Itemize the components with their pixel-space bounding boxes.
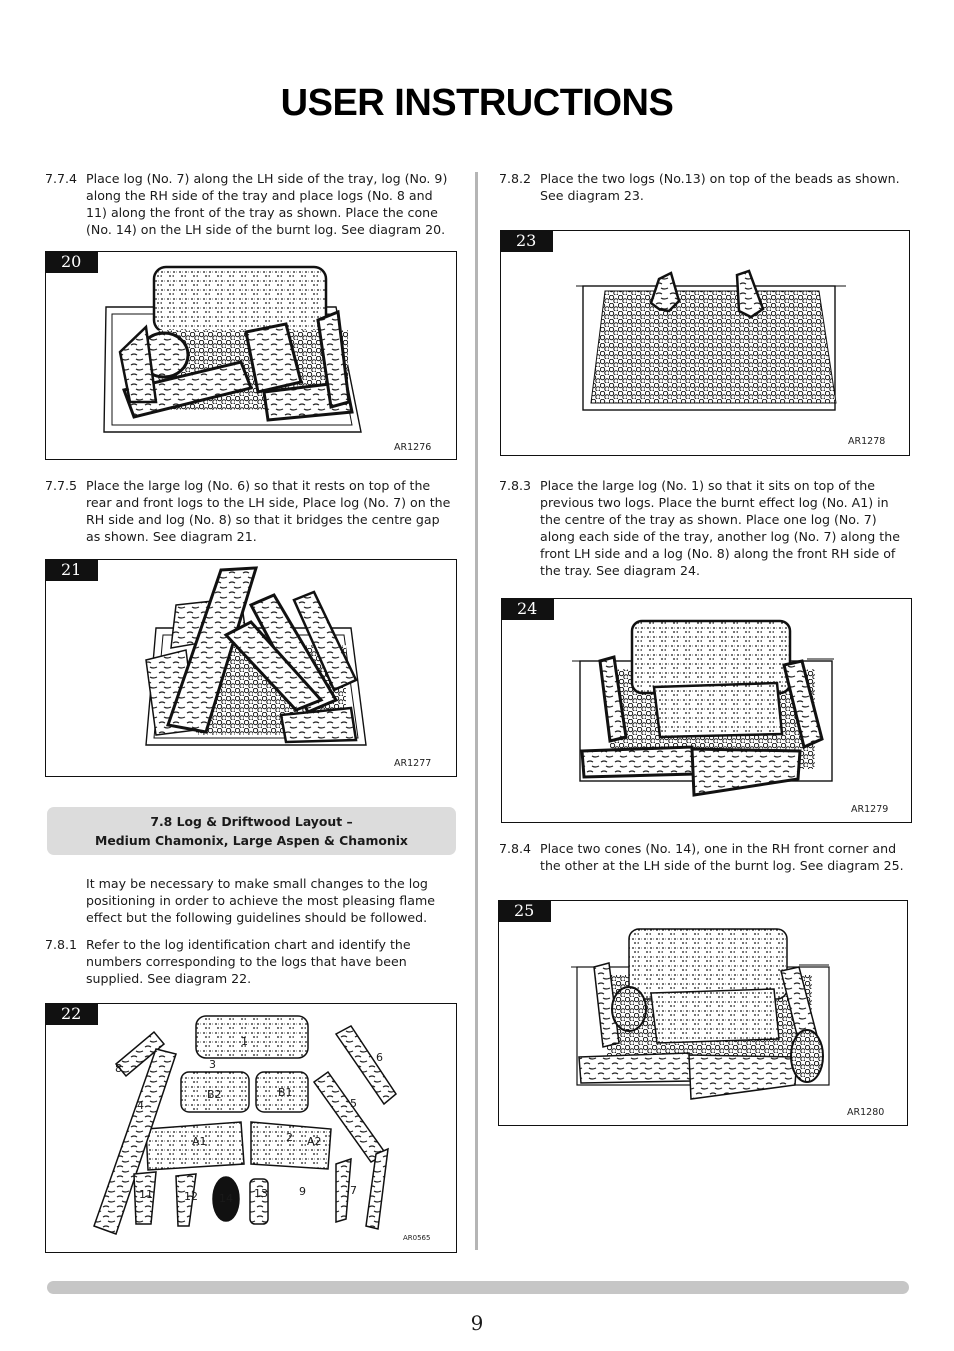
diagram-23-illustration [501, 231, 911, 457]
step-number: 7.7.4 [45, 171, 78, 186]
diagram-number: 24 [501, 598, 554, 620]
diagram-code: AR1279 [851, 804, 889, 815]
diagram-22-illustration [46, 1004, 458, 1254]
section-heading-7-8 [47, 807, 456, 855]
footer-bar [47, 1281, 909, 1294]
step-text: Refer to the log identification chart and identify the numbers corresponding to the logs that have been supplied. See diagram 22. [86, 937, 411, 986]
log-label-b1: B1 [278, 1086, 293, 1099]
diagram-20-illustration [46, 252, 458, 461]
diagram-number: 21 [45, 559, 98, 581]
diagram-23 [500, 230, 910, 456]
log-label-14: 14 [219, 1192, 233, 1205]
page-number: 9 [470, 1311, 484, 1335]
section-heading-line-1: 7.8 Log & Driftwood Layout – [150, 814, 353, 829]
step-7-7-4 [45, 170, 457, 240]
log-label-3: 3 [209, 1058, 216, 1071]
diagram-number: 20 [45, 251, 98, 273]
diagram-code: AR1280 [847, 1107, 885, 1118]
step-text: Place the large log (No. 1) so that it sits on top of the previous two logs. Place the burnt effect log (No. A1) in the centre of the tray as shown. Place one log (No. 7) along each side of the tray, another log (No. 7) along the front LH side and a log (No. 8) along the front RH side of the tray. See diagram 24. [540, 478, 900, 578]
column-divider [475, 172, 478, 1250]
step-text: Place the two logs (No.13) on top of the beads as shown. See diagram 23. [540, 171, 900, 203]
diagram-21-illustration [46, 560, 458, 778]
log-label-7: 7 [350, 1184, 357, 1197]
diagram-24 [501, 598, 912, 823]
log-label-a2: A2 [307, 1135, 322, 1148]
page-title: USER INSTRUCTIONS [280, 82, 674, 124]
step-7-8-2 [499, 170, 909, 206]
step-number: 7.8.2 [499, 171, 532, 186]
log-label-b2: B2 [207, 1088, 222, 1101]
section-heading-line-2: Medium Chamonix, Large Aspen & Chamonix [95, 833, 408, 848]
diagram-number: 23 [500, 230, 553, 252]
diagram-25 [498, 900, 908, 1126]
log-label-6: 6 [376, 1051, 383, 1064]
log-label-5: 5 [350, 1097, 357, 1110]
log-label-11: 11 [139, 1188, 153, 1201]
diagram-code: AR1277 [394, 758, 432, 769]
log-label-8: 8 [115, 1062, 122, 1075]
diagram-24-illustration [502, 599, 913, 824]
step-text: Place log (No. 7) along the LH side of the tray, log (No. 9) along the RH side of the tray and place logs (No. 8 and 11) along the front of the tray as shown. Place the cone (No. 14) on the LH side of the burnt log. See diagram 20. [86, 171, 448, 237]
step-number: 7.8.3 [499, 478, 532, 493]
log-label-2: 2 [286, 1131, 293, 1144]
step-7-8-4 [499, 840, 909, 876]
log-label-4: 4 [137, 1099, 144, 1112]
log-label-1: 1 [241, 1035, 248, 1048]
intro-paragraph: It may be necessary to make small changes to the log positioning in order to achieve the most pleasing flame effect but the following guidelines should be followed. [86, 876, 435, 925]
diagram-code: AR1276 [394, 442, 432, 453]
log-label-12: 12 [184, 1190, 198, 1203]
step-7-7-5 [45, 477, 457, 547]
diagram-21 [45, 559, 457, 777]
step-7-8-1 [45, 936, 457, 988]
step-number: 7.8.1 [45, 937, 78, 952]
diagram-code: AR0565 [403, 1234, 431, 1242]
step-number: 7.7.5 [45, 478, 78, 493]
log-label-9: 9 [299, 1185, 306, 1198]
diagram-20 [45, 251, 457, 460]
diagram-code: AR1278 [848, 436, 886, 447]
log-label-13: 13 [254, 1187, 268, 1200]
diagram-25-illustration [499, 901, 909, 1127]
step-7-8-3 [499, 477, 909, 581]
step-text: Place two cones (No. 14), one in the RH front corner and the other at the LH side of the burnt log. See diagram 25. [540, 841, 904, 873]
log-label-a1: A1 [192, 1135, 207, 1148]
step-text: Place the large log (No. 6) so that it rests on top of the rear and front logs to the LH side, Place log (No. 7) on the RH side and log (No. 8) so that it bridges the centre gap as shown. See diagram 21. [86, 478, 451, 544]
diagram-22 [45, 1003, 457, 1253]
step-number: 7.8.4 [499, 841, 532, 856]
diagram-number: 25 [498, 900, 551, 922]
diagram-number: 22 [45, 1003, 98, 1025]
